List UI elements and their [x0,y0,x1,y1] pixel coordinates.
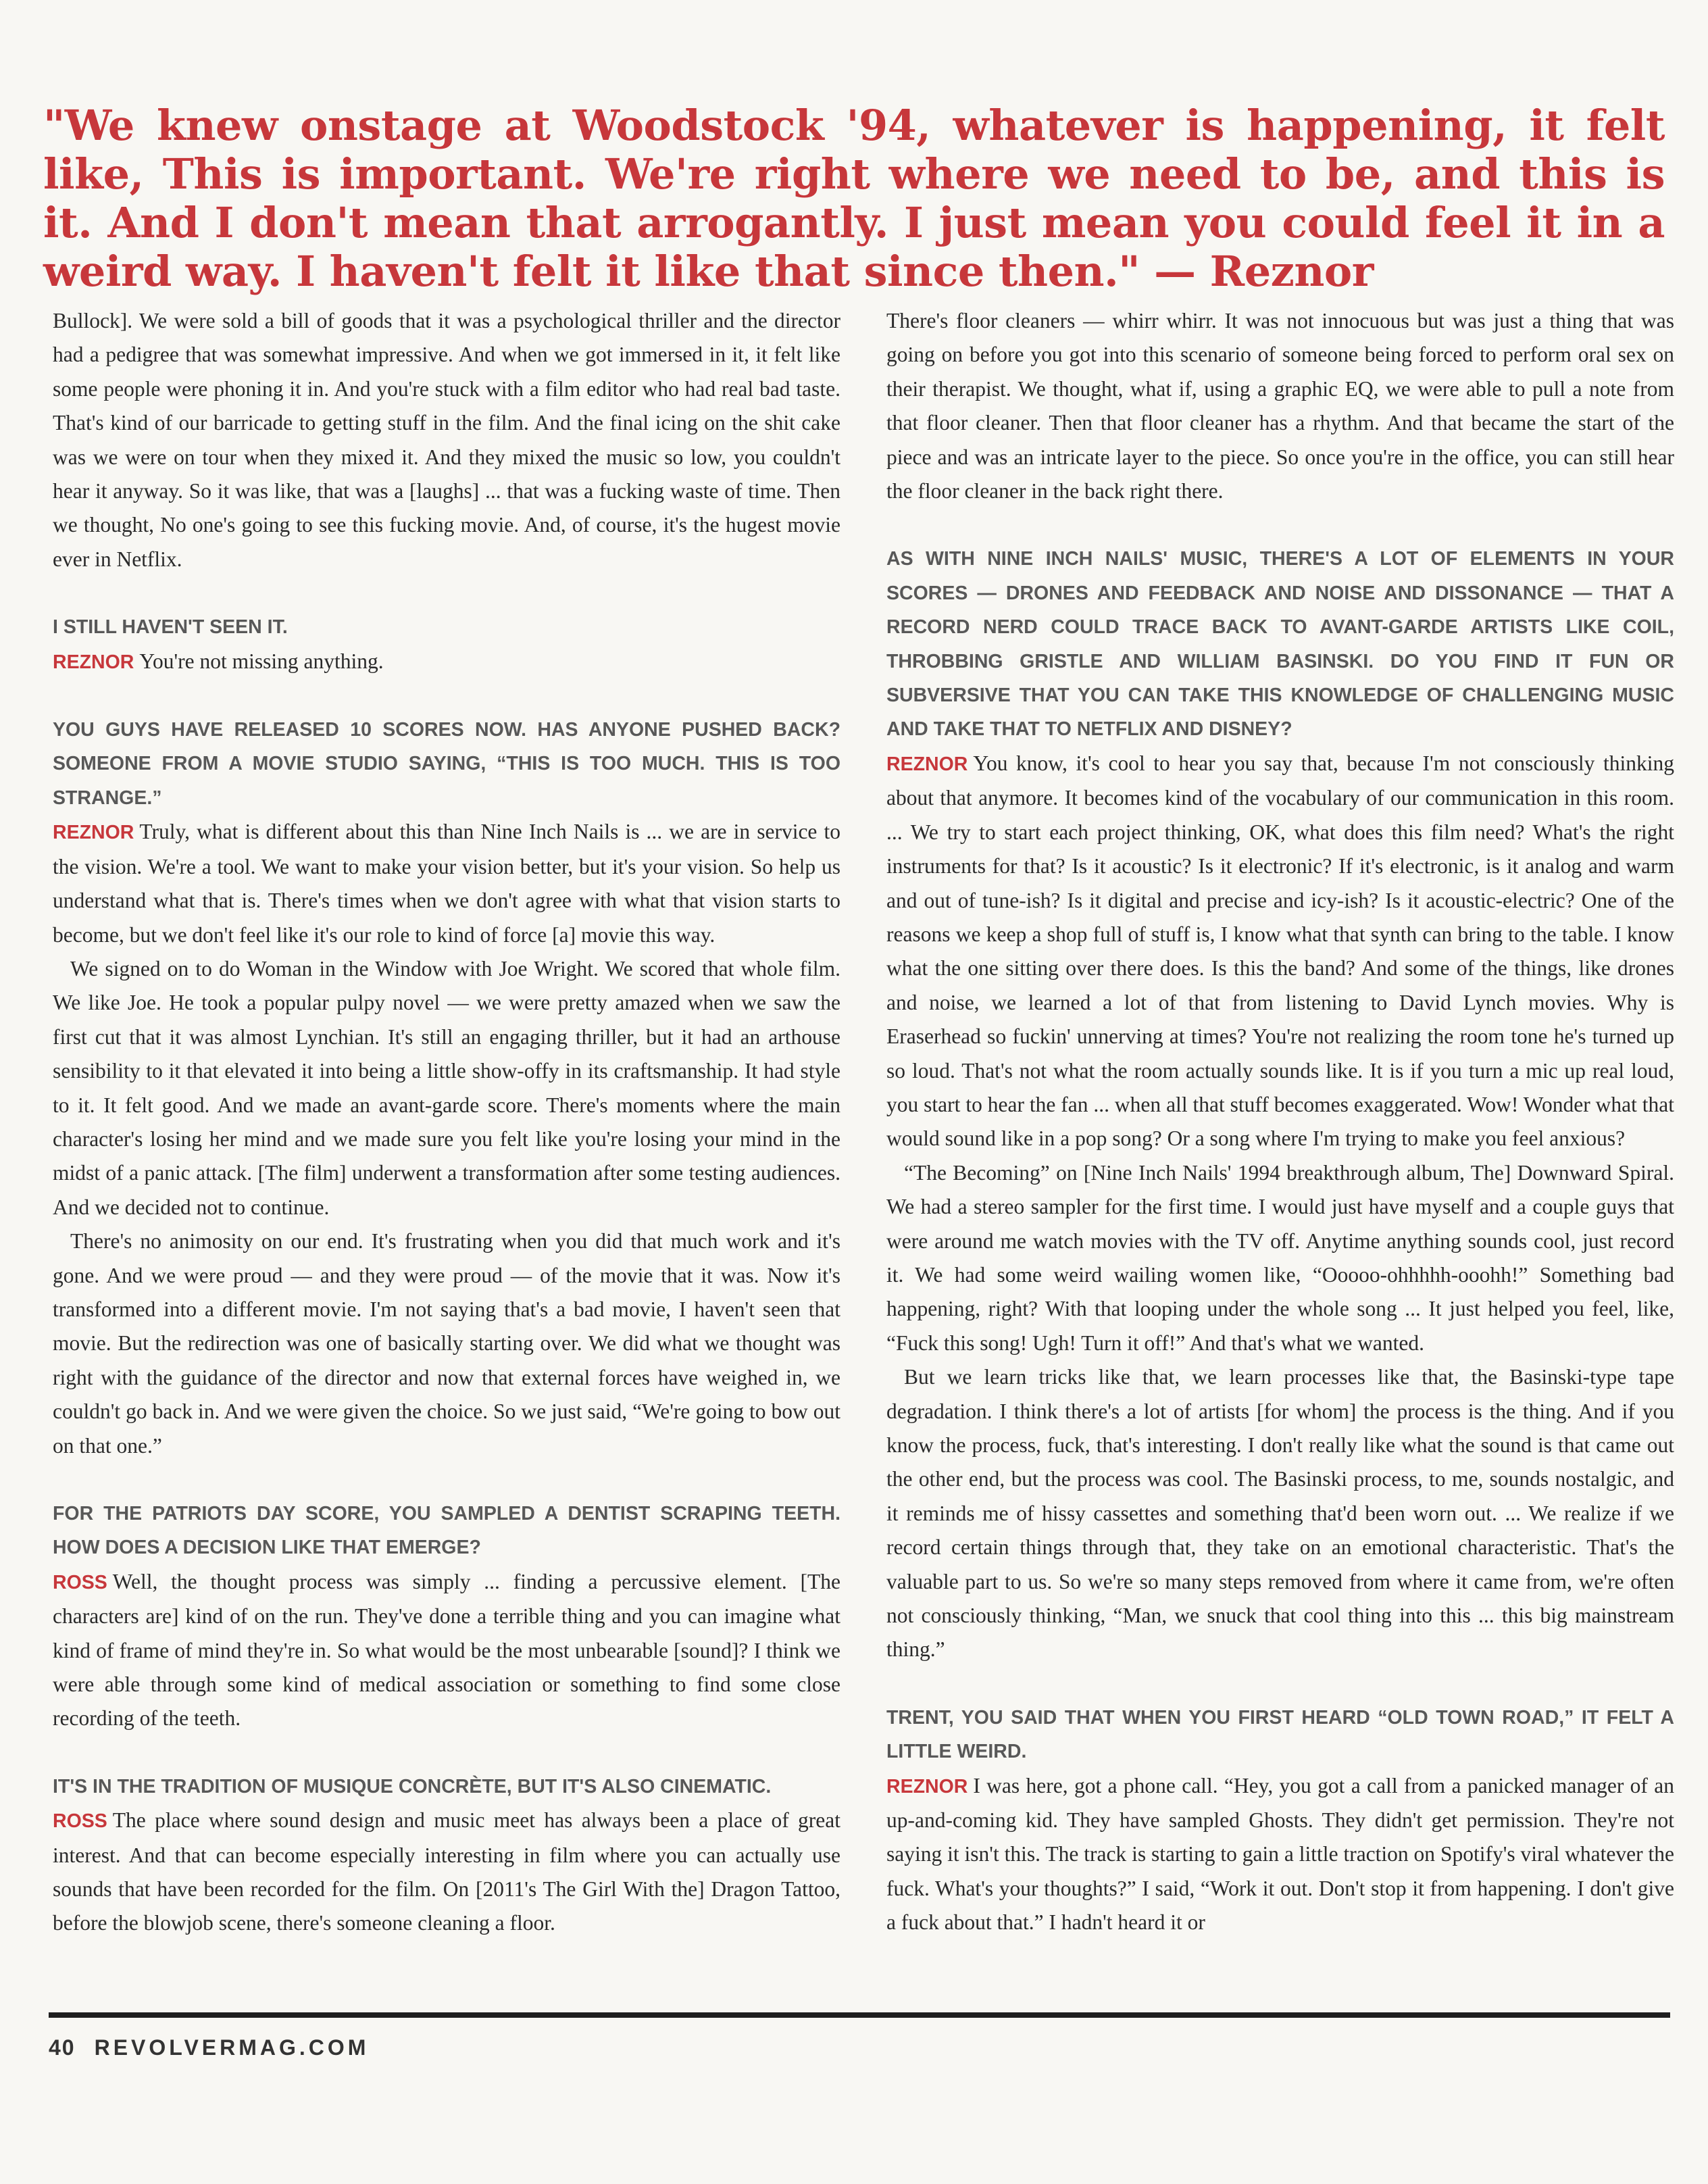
interview-question: FOR THE PATRIOTS DAY SCORE, YOU SAMPLED A DENTIST SCRAPING TEETH. HOW DOES A DECISION LIKE THAT EMERGE? [53,1503,840,1559]
interview-answer [53,1804,840,1941]
interview-question: TRENT, YOU SAID THAT WHEN YOU FIRST HEARD “OLD TOWN ROAD,” IT FELT A LITTLE WEIRD. [886,1706,1674,1763]
interview-question: I STILL HAVEN'T SEEN IT. [53,616,288,639]
answer-text: Truly, what is different about this than Nine Inch Nails is ... we are in service to the vision. We're a tool. We want to make your vision better, but it's your vision. So help us understand what that is. There's times when we don't agree with what that vision starts to become, but we don't feel like it's our role to kind of force [a] movie this way. [53,820,840,947]
answer-text: You're not missing anything. [139,649,384,673]
body-paragraph: But we learn tricks like that, we learn processes like that, the Basinski-type tape degradation. I think there's a lot of artists [for whom] the process is the thing. And if you know the process, fuck, that's interesting. I don't really like what the sound is that came out the other end, but the process was cool. The Basinski process, to me, sounds nostalgic, and it reminds me of hissy cassettes and something that'd been worn out. ... We realize if we record certain things through that, they take on an emotional characteristic. That's the valuable part to us. So we're so many steps removed from where it came from, we're often not consciously thinking, “Man, we snuck that cool thing into this ... this big mainstream thing.” [886,1365,1674,1662]
answer-text: Well, the thought process was simply ... finding a percussive element. [The characters are] kind of on the run. They've done a terrible thing and you can imagine what kind of frame of mind they're in. So what would be the most unbearable [sound]? I think we were able through some kind of medical association or something to find some close recording of the teeth. [53,1569,840,1731]
answer-text: You know, it's cool to hear you say that, because I'm not consciously thinking about that anymore. It becomes kind of the vocabulary of our communication in this room. ... We try to start each project thinking, OK, what does this film need? What's the right instruments for that? Is it acoustic? Is it electronic? If it's electronic, is it analog and warm and out of tune-ish? Is it digital and precise and icy-ish? Is it acoustic-electric? One of the reasons we keep a shop full of stuff is, I know what that synth can bring to the table. I know what the one sitting over there does. Is this the band? And some of the things, like drones and noise, we learned a lot of that from listening to David Lynch movies. Why is Eraserhead so fuckin' unnerving at times? You're not realizing the room tone he's turned up so loud. That's not what the room actually sounds like. It is if you turn a mic up real loud, you start to hear the fan ... when all that stuff becomes exaggerated. Wow! Wonder what that would sound like in a pop song? Or a song where I'm trying to make you feel anxious? [886,751,1674,1151]
page-number: 40 [49,2035,76,2060]
speaker-name: REZNOR [886,753,968,775]
body-paragraph: There's floor cleaners — whirr whirr. It was not innocuous but was just a thing that was going on before you got into this scenario of someone being forced to perform oral sex on their therapist. We thought, what if, using a graphic EQ, we were able to pull a note from that floor cleaner. Then that floor cleaner has a rhythm. And that became the start of the piece and was an intricate layer to the piece. So once you're in the office, you can still hear the floor cleaner in the back right there. [886,309,1674,503]
interview-question: IT'S IN THE TRADITION OF MUSIQUE CONCRÈTE, BUT IT'S ALSO CINEMATIC. [53,1775,772,1797]
left-column [53,304,840,1960]
body-paragraph: “The Becoming” on [Nine Inch Nails' 1994 breakthrough album, The] Downward Spiral. We had a stereo sampler for the first time. I would just have myself and a couple guys that were around me watch movies with the TV off. Anytime anything sounds cool, just record it. We had some weird wailing women like, “Ooooo-ohhhhh-ooohh!” Something bad happening, right? With that looping under the whole song ... It just helped you feel, like, “Fuck this song! Ugh! Turn it off!” And that's what we wanted. [886,1160,1674,1355]
speaker-name: REZNOR [886,1775,968,1797]
body-paragraph: Bullock]. We were sold a bill of goods that it was a psychological thriller and the director had a pedigree that was somewhat impressive. And when we got immersed in it, it felt like some people were phoning it in. And you're stuck with a film editor who had real bad taste. That's kind of our barricade to getting stuff in the film. And the final icing on the shit cake was we were on tour when they mixed it. And they mixed the music so low, you couldn't hear it anyway. So it was like, that was a [laughs] ... that was a fucking waste of time. Then we thought, No one's going to see this fucking movie. And, of course, it's the hugest movie ever in Netflix. [53,309,840,571]
interview-answer [886,1769,1674,1940]
body-paragraph: There's no animosity on our end. It's frustrating when you did that much work and it's gone. And we were proud — and they were proud — of the movie that it was. Now it's transformed into a different movie. I'm not saying that's a bad movie, I haven't seen that movie. But the redirection was one of basically starting over. We did what we thought was right with the guidance of the director and now that external forces have weighed in, we couldn't go back in. And we were given the choice. So we just said, “We're going to bow out on that one.” [53,1229,840,1458]
answer-text: I was here, got a phone call. “Hey, you got a call from a panicked manager of an up-and-coming kid. They have sampled Ghosts. They didn't get permission. They're not saying it isn't this. The track is starting to gain a little traction on Spotify's viral whatever the fuck. What's your thoughts?” I said, “Work it out. Don't stop it from happening. I don't give a fuck about that.” I hadn't heard it or [886,1773,1674,1935]
interview-answer [886,747,1674,1156]
answer-text: The place where sound design and music meet has always been a place of great interest. And that can become especially interesting in film where you can actually use sounds that have been recorded for the film. On [2011's The Girl With the] Dragon Tattoo, before the blowjob scene, there's someone cleaning a floor. [53,1808,840,1935]
interview-answer [53,1565,840,1736]
page-footer [49,2035,369,2060]
speaker-name: ROSS [53,1571,107,1593]
interview-question: AS WITH NINE INCH NAILS' MUSIC, THERE'S A LOT OF ELEMENTS IN YOUR SCORES — DRONES AND FEEDBACK AND NOISE AND DISSONANCE — THAT A RECORD NERD COULD TRACE BACK TO AVANT-GARDE ARTISTS LIKE COIL, THROBBING GRISTLE AND WILLIAM BASINSKI. DO YOU FIND IT FUN OR SUBVERSIVE THAT YOU CAN TAKE THIS KNOWLEDGE OF CHALLENGING MUSIC AND TAKE THAT TO NETFLIX AND DISNEY? [886,548,1674,741]
site-name: REVOLVERMAG.COM [94,2035,370,2060]
interview-answer [53,815,840,952]
right-column [886,304,1674,1960]
speaker-name: REZNOR [53,822,134,844]
speaker-name: REZNOR [53,651,134,673]
interview-question: YOU GUYS HAVE RELEASED 10 SCORES NOW. HAS ANYONE PUSHED BACK? SOMEONE FROM A MOVIE STUDIO SAYING, “THIS IS TOO MUCH. THIS IS TOO STRANGE.” [53,719,840,809]
interview-answer [53,645,840,679]
footer-rule [49,2012,1670,2018]
pull-quote: "We knew onstage at Woodstock '94, whatever is happening, it felt like, This is important. We're right where we need to be, and this is it. And I don't mean that arrogantly. I just mean you could feel it in a weird way. I haven't felt it like that since then." — Reznor [43,101,1665,296]
speaker-name: ROSS [53,1810,107,1833]
body-paragraph: We signed on to do Woman in the Window with Joe Wright. We scored that whole film. We like Joe. He took a popular pulpy novel — we were pretty amazed when we saw the first cut that it was almost Lynchian. It's still an engaging thriller, but it had an arthouse sensibility to it that elevated it into being a little show-offy in its craftsmanship. It had style to it. It felt good. And we made an avant-garde score. There's moments where the main character's losing her mind and we made sure you felt like you're losing your mind in the midst of a panic attack. [The film] underwent a transformation after some testing audiences. And we decided not to continue. [53,956,840,1219]
